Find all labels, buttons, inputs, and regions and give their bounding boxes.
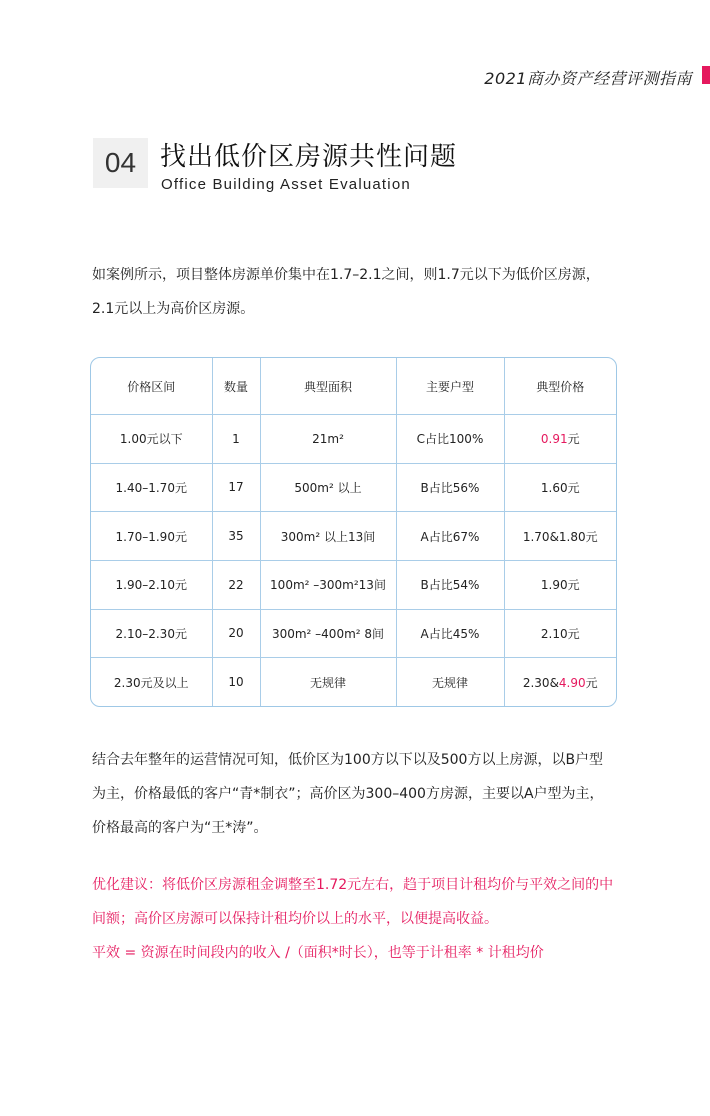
price-text: 元 bbox=[567, 432, 580, 447]
section-title: 找出低价区房源共性问题 bbox=[160, 142, 458, 172]
cell-count: 20 bbox=[212, 609, 260, 658]
analysis-line: 结合去年整年的运营情况可知，低价区为100方以下以及500方以上房源，以B户型 bbox=[92, 752, 604, 768]
table-row bbox=[91, 560, 616, 609]
cell-area: 无规律 bbox=[260, 658, 396, 706]
table-row bbox=[91, 609, 616, 658]
price-text: 2.30& bbox=[522, 675, 559, 690]
formula-line: 平效 = 资源在时间段内的收入 /（面积*时长），也等于计租率 * 计租均价 bbox=[92, 945, 544, 961]
price-text: 1.60元 bbox=[540, 480, 580, 495]
price-text: 元 bbox=[585, 675, 598, 690]
cell-range: 2.10–2.30元 bbox=[91, 609, 212, 658]
table-header-row bbox=[91, 358, 616, 415]
section-number: 04 bbox=[93, 138, 148, 188]
cell-price bbox=[504, 415, 616, 464]
col-header-area: 典型面积 bbox=[260, 358, 396, 415]
cell-count: 35 bbox=[212, 512, 260, 561]
cell-type: B占比54% bbox=[396, 560, 504, 609]
cell-count: 10 bbox=[212, 658, 260, 706]
analysis-line: 价格最高的客户为“王*涛”。 bbox=[92, 820, 268, 836]
col-header-type: 主要户型 bbox=[396, 358, 504, 415]
intro-line: 2.1元以上为高价区房源。 bbox=[92, 301, 255, 317]
cell-price bbox=[504, 512, 616, 561]
cell-price bbox=[504, 658, 616, 706]
cell-count: 1 bbox=[212, 415, 260, 464]
cell-type: 无规律 bbox=[396, 658, 504, 706]
cell-range: 1.00元以下 bbox=[91, 415, 212, 464]
price-range-table bbox=[90, 357, 617, 707]
cell-type: B占比56% bbox=[396, 463, 504, 512]
cell-price bbox=[504, 560, 616, 609]
cell-area: 100m² –300m²13间 bbox=[260, 560, 396, 609]
analysis-paragraph bbox=[92, 743, 652, 845]
table-row bbox=[91, 512, 616, 561]
price-text: 1.70&1.80元 bbox=[522, 529, 598, 544]
cell-area: 500m² 以上 bbox=[260, 463, 396, 512]
cell-range: 2.30元及以上 bbox=[91, 658, 212, 706]
cell-type: A占比45% bbox=[396, 609, 504, 658]
intro-line: 如案例所示，项目整体房源单价集中在1.7–2.1之间，则1.7元以下为低价区房源， bbox=[92, 267, 600, 283]
table-row bbox=[91, 658, 616, 706]
price-highlight: 4.90 bbox=[558, 675, 586, 690]
col-header-price: 典型价格 bbox=[504, 358, 616, 415]
price-text: 2.10元 bbox=[540, 626, 580, 641]
cell-type: C占比100% bbox=[396, 415, 504, 464]
header-accent-bar bbox=[702, 66, 710, 84]
price-highlight: 0.91 bbox=[540, 432, 568, 447]
cell-area: 300m² 以上13间 bbox=[260, 512, 396, 561]
cell-count: 22 bbox=[212, 560, 260, 609]
cell-range: 1.40–1.70元 bbox=[91, 463, 212, 512]
cell-count: 17 bbox=[212, 463, 260, 512]
header-title: 2021商办资产经营评测指南 bbox=[484, 69, 692, 88]
cell-price bbox=[504, 463, 616, 512]
table-row bbox=[91, 463, 616, 512]
suggestion-line: 间额；高价区房源可以保持计租均价以上的水平，以便提高收益。 bbox=[92, 911, 498, 927]
cell-range: 1.90–2.10元 bbox=[91, 560, 212, 609]
col-header-range: 价格区间 bbox=[91, 358, 212, 415]
suggestion-line: 优化建议：将低价区房源租金调整至1.72元左右，趋于项目计租均价与平效之间的中 bbox=[92, 877, 614, 893]
cell-type: A占比67% bbox=[396, 512, 504, 561]
cell-area: 21m² bbox=[260, 415, 396, 464]
cell-range: 1.70–1.90元 bbox=[91, 512, 212, 561]
suggestion-paragraph bbox=[92, 868, 652, 970]
cell-area: 300m² –400m² 8间 bbox=[260, 609, 396, 658]
price-text: 1.90元 bbox=[540, 578, 580, 593]
intro-paragraph bbox=[92, 258, 652, 326]
section-subtitle: Office Building Asset Evaluation bbox=[161, 176, 411, 193]
col-header-count: 数量 bbox=[212, 358, 260, 415]
analysis-line: 为主，价格最低的客户“青*制衣”；高价区为300–400方房源，主要以A户型为主， bbox=[92, 786, 604, 802]
cell-price bbox=[504, 609, 616, 658]
table-row bbox=[91, 415, 616, 464]
